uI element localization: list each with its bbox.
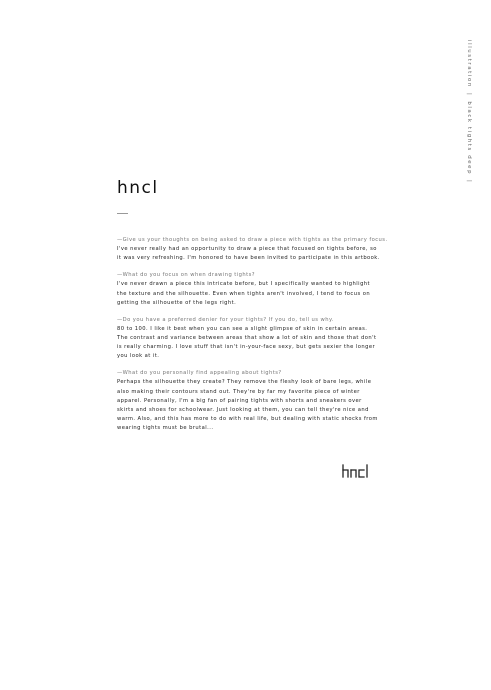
answer-line: apparel. Personally, I'm a big fan of pairing tights with shorts and sneakers over xyxy=(117,397,362,404)
section-side-label xyxy=(462,40,476,202)
question-2: —What do you focus on when drawing tights? xyxy=(117,272,255,279)
answer-line: I've never drawn a piece this intricate before, but I specifically wanted to highlight xyxy=(117,281,371,288)
question-3: —Do you have a preferred denier for your tights? If you do, tell us why. xyxy=(117,316,334,323)
answer-line: skirts and shoes for schoolwear. Just looking at them, you can tell they're nice and xyxy=(117,407,369,414)
section-separator-end: | xyxy=(466,180,472,184)
answer-line: warm. Also, and this has more to do with real life, but dealing with static shocks from xyxy=(117,416,378,423)
artist-signature-logo xyxy=(341,464,375,478)
name-divider xyxy=(117,213,128,214)
section-title: black tights deep xyxy=(466,101,472,176)
answer-line: the texture and the silhouette. Even when tights aren't involved, I tend to focus on xyxy=(117,290,371,297)
section-separator: | xyxy=(466,92,472,97)
section-category: illustration xyxy=(466,40,472,88)
answer-line: wearing tights must be brutal... xyxy=(117,425,214,432)
answer-3 xyxy=(117,325,389,362)
answer-line: 80 to 100. I like it best when you can see a slight glimpse of skin in certain areas. xyxy=(117,325,368,332)
qa-block-2 xyxy=(117,271,389,308)
answer-line: Perhaps the silhouette they create? They remove the fleshy look of bare legs, while xyxy=(117,379,372,386)
answer-2 xyxy=(117,280,389,308)
answer-1 xyxy=(117,245,389,263)
answer-line: I've never really had an opportunity to draw a piece that focused on tights before, so xyxy=(117,246,377,253)
qa-block-1 xyxy=(117,236,389,264)
qa-block-3 xyxy=(117,316,389,362)
answer-line: also making their contours stand out. They're by far my favorite piece of winter xyxy=(117,388,360,395)
answer-line: you look at it. xyxy=(117,353,160,360)
answer-4 xyxy=(117,378,389,433)
answer-line: it was very refreshing. I'm honored to have been invited to participate in this artbook. xyxy=(117,255,380,262)
answer-line: is really charming. I love stuff that isn't in-your-face sexy, but gets sexier the longer xyxy=(117,344,376,351)
question-1: —Give us your thoughts on being asked to draw a piece with tights as the primary focus. xyxy=(117,237,388,243)
answer-line: getting the silhouette of the legs right. xyxy=(117,299,237,306)
interview-body xyxy=(117,236,389,441)
question-4: —What do you personally find appealing about tights? xyxy=(117,370,282,377)
artist-name: hncl xyxy=(117,178,159,198)
answer-line: The contrast and variance between areas that show a lot of skin and those that don't xyxy=(117,335,377,342)
qa-block-4 xyxy=(117,369,389,433)
